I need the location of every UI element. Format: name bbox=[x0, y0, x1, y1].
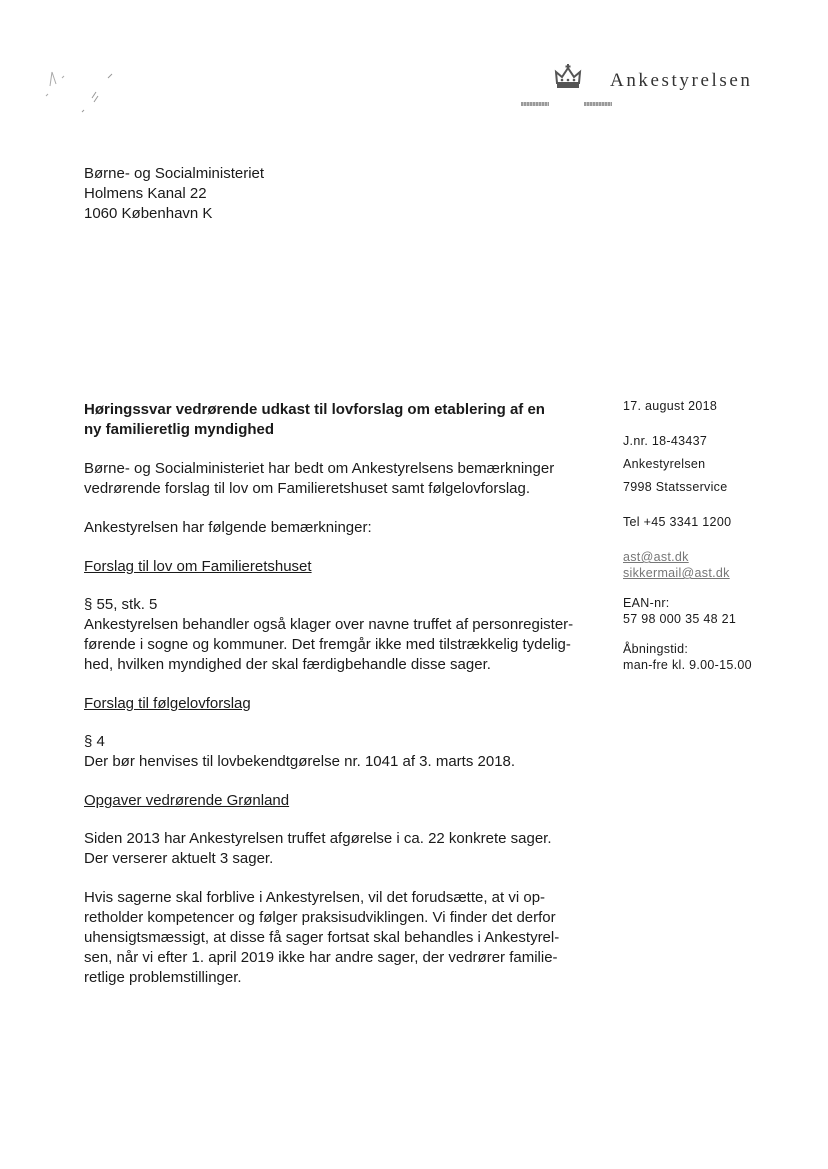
paragraph-text-line: Der verserer aktuelt 3 sager. bbox=[84, 850, 274, 867]
ean-value: 57 98 000 35 48 21 bbox=[623, 612, 737, 626]
paragraph-text-line: Hvis sagerne skal forblive i Ankestyrelsen, vil det forudsætte, at vi op- bbox=[84, 889, 546, 906]
recipient-name: Børne- og Socialministeriet bbox=[84, 165, 265, 182]
sender-meta bbox=[623, 398, 823, 673]
section-heading-groenland: Opgaver vedrørende Grønland bbox=[84, 792, 290, 809]
letter-date: 17. august 2018 bbox=[623, 399, 718, 413]
letter-body bbox=[84, 400, 604, 1007]
paragraph-reference: § 55, stk. 5 bbox=[84, 596, 158, 613]
paragraph-text-line: uhensigtsmæssigt, at disse få sager fortsat skal behandles i Ankestyrel- bbox=[84, 929, 560, 946]
sender-org: Ankestyrelsen bbox=[623, 457, 706, 471]
recipient-address bbox=[84, 164, 264, 224]
subject-line: Høringssvar vedrørende udkast til lovforslag om etablering af en bbox=[84, 401, 545, 418]
crown-icon bbox=[553, 64, 583, 90]
section-paragraph-55 bbox=[84, 595, 604, 675]
recipient-city: 1060 København K bbox=[84, 205, 213, 222]
subject-line: ny familieretlig myndighed bbox=[84, 421, 275, 438]
paragraph-text-line: retlige problemstillinger. bbox=[84, 969, 242, 986]
paragraph-text-line: Ankestyrelsen behandler også klager over navne truffet af personregister- bbox=[84, 616, 574, 633]
groenland-paragraph-1 bbox=[84, 829, 604, 869]
paragraph-reference: § 4 bbox=[84, 733, 105, 750]
sender-postal: 7998 Statsservice bbox=[623, 480, 728, 494]
groenland-paragraph-2 bbox=[84, 888, 604, 988]
intro-paragraph: Børne- og Socialministeriet har bedt om Ankestyrelsens bemærkninger vedrørende forslag til lov om Familieretshuset samt følgelovforslag. bbox=[84, 460, 555, 497]
ean-label: EAN-nr: bbox=[623, 596, 670, 610]
paragraph-text-line: førende i sogne og kommuner. Det fremgår ikke med tilstrækkelig tydelig- bbox=[84, 636, 571, 653]
paragraph-text-line: retholder kompetencer og følger praksisudviklingen. Vi finder det derfor bbox=[84, 909, 556, 926]
paragraph-text-line: Siden 2013 har Ankestyrelsen truffet afgørelse i ca. 22 konkrete sager. bbox=[84, 830, 552, 847]
hours-label: Åbningstid: bbox=[623, 642, 689, 656]
paragraph-text-line: Der bør henvises til lovbekendtgørelse nr. 1041 af 3. marts 2018. bbox=[84, 753, 516, 770]
section-paragraph-4 bbox=[84, 732, 604, 772]
letter-subject bbox=[84, 400, 604, 440]
logo-rule-right bbox=[584, 102, 612, 106]
hours-value: man-fre kl. 9.00-15.00 bbox=[623, 658, 752, 672]
sender-phone: Tel +45 3341 1200 bbox=[623, 515, 732, 529]
paragraph-text-line: hed, hvilken myndighed der skal færdigbehandle disse sager. bbox=[84, 656, 491, 673]
section-heading-foelgelovforslag: Forslag til følgelovforslag bbox=[84, 695, 251, 712]
remarks-lead: Ankestyrelsen har følgende bemærkninger: bbox=[84, 519, 372, 536]
case-number: J.nr. 18-43437 bbox=[623, 434, 708, 448]
recipient-street: Holmens Kanal 22 bbox=[84, 185, 207, 202]
logo-wordmark: Ankestyrelsen bbox=[610, 70, 753, 91]
logo-rule-left bbox=[521, 102, 549, 106]
secure-email-link[interactable]: sikkermail@ast.dk bbox=[623, 566, 730, 580]
handwritten-mark bbox=[42, 58, 122, 116]
paragraph-text-line: sen, når vi efter 1. april 2019 ikke har andre sager, der vedrører familie- bbox=[84, 949, 558, 966]
section-heading-familieretshuset: Forslag til lov om Familieretshuset bbox=[84, 558, 312, 575]
email-link[interactable]: ast@ast.dk bbox=[623, 550, 689, 564]
